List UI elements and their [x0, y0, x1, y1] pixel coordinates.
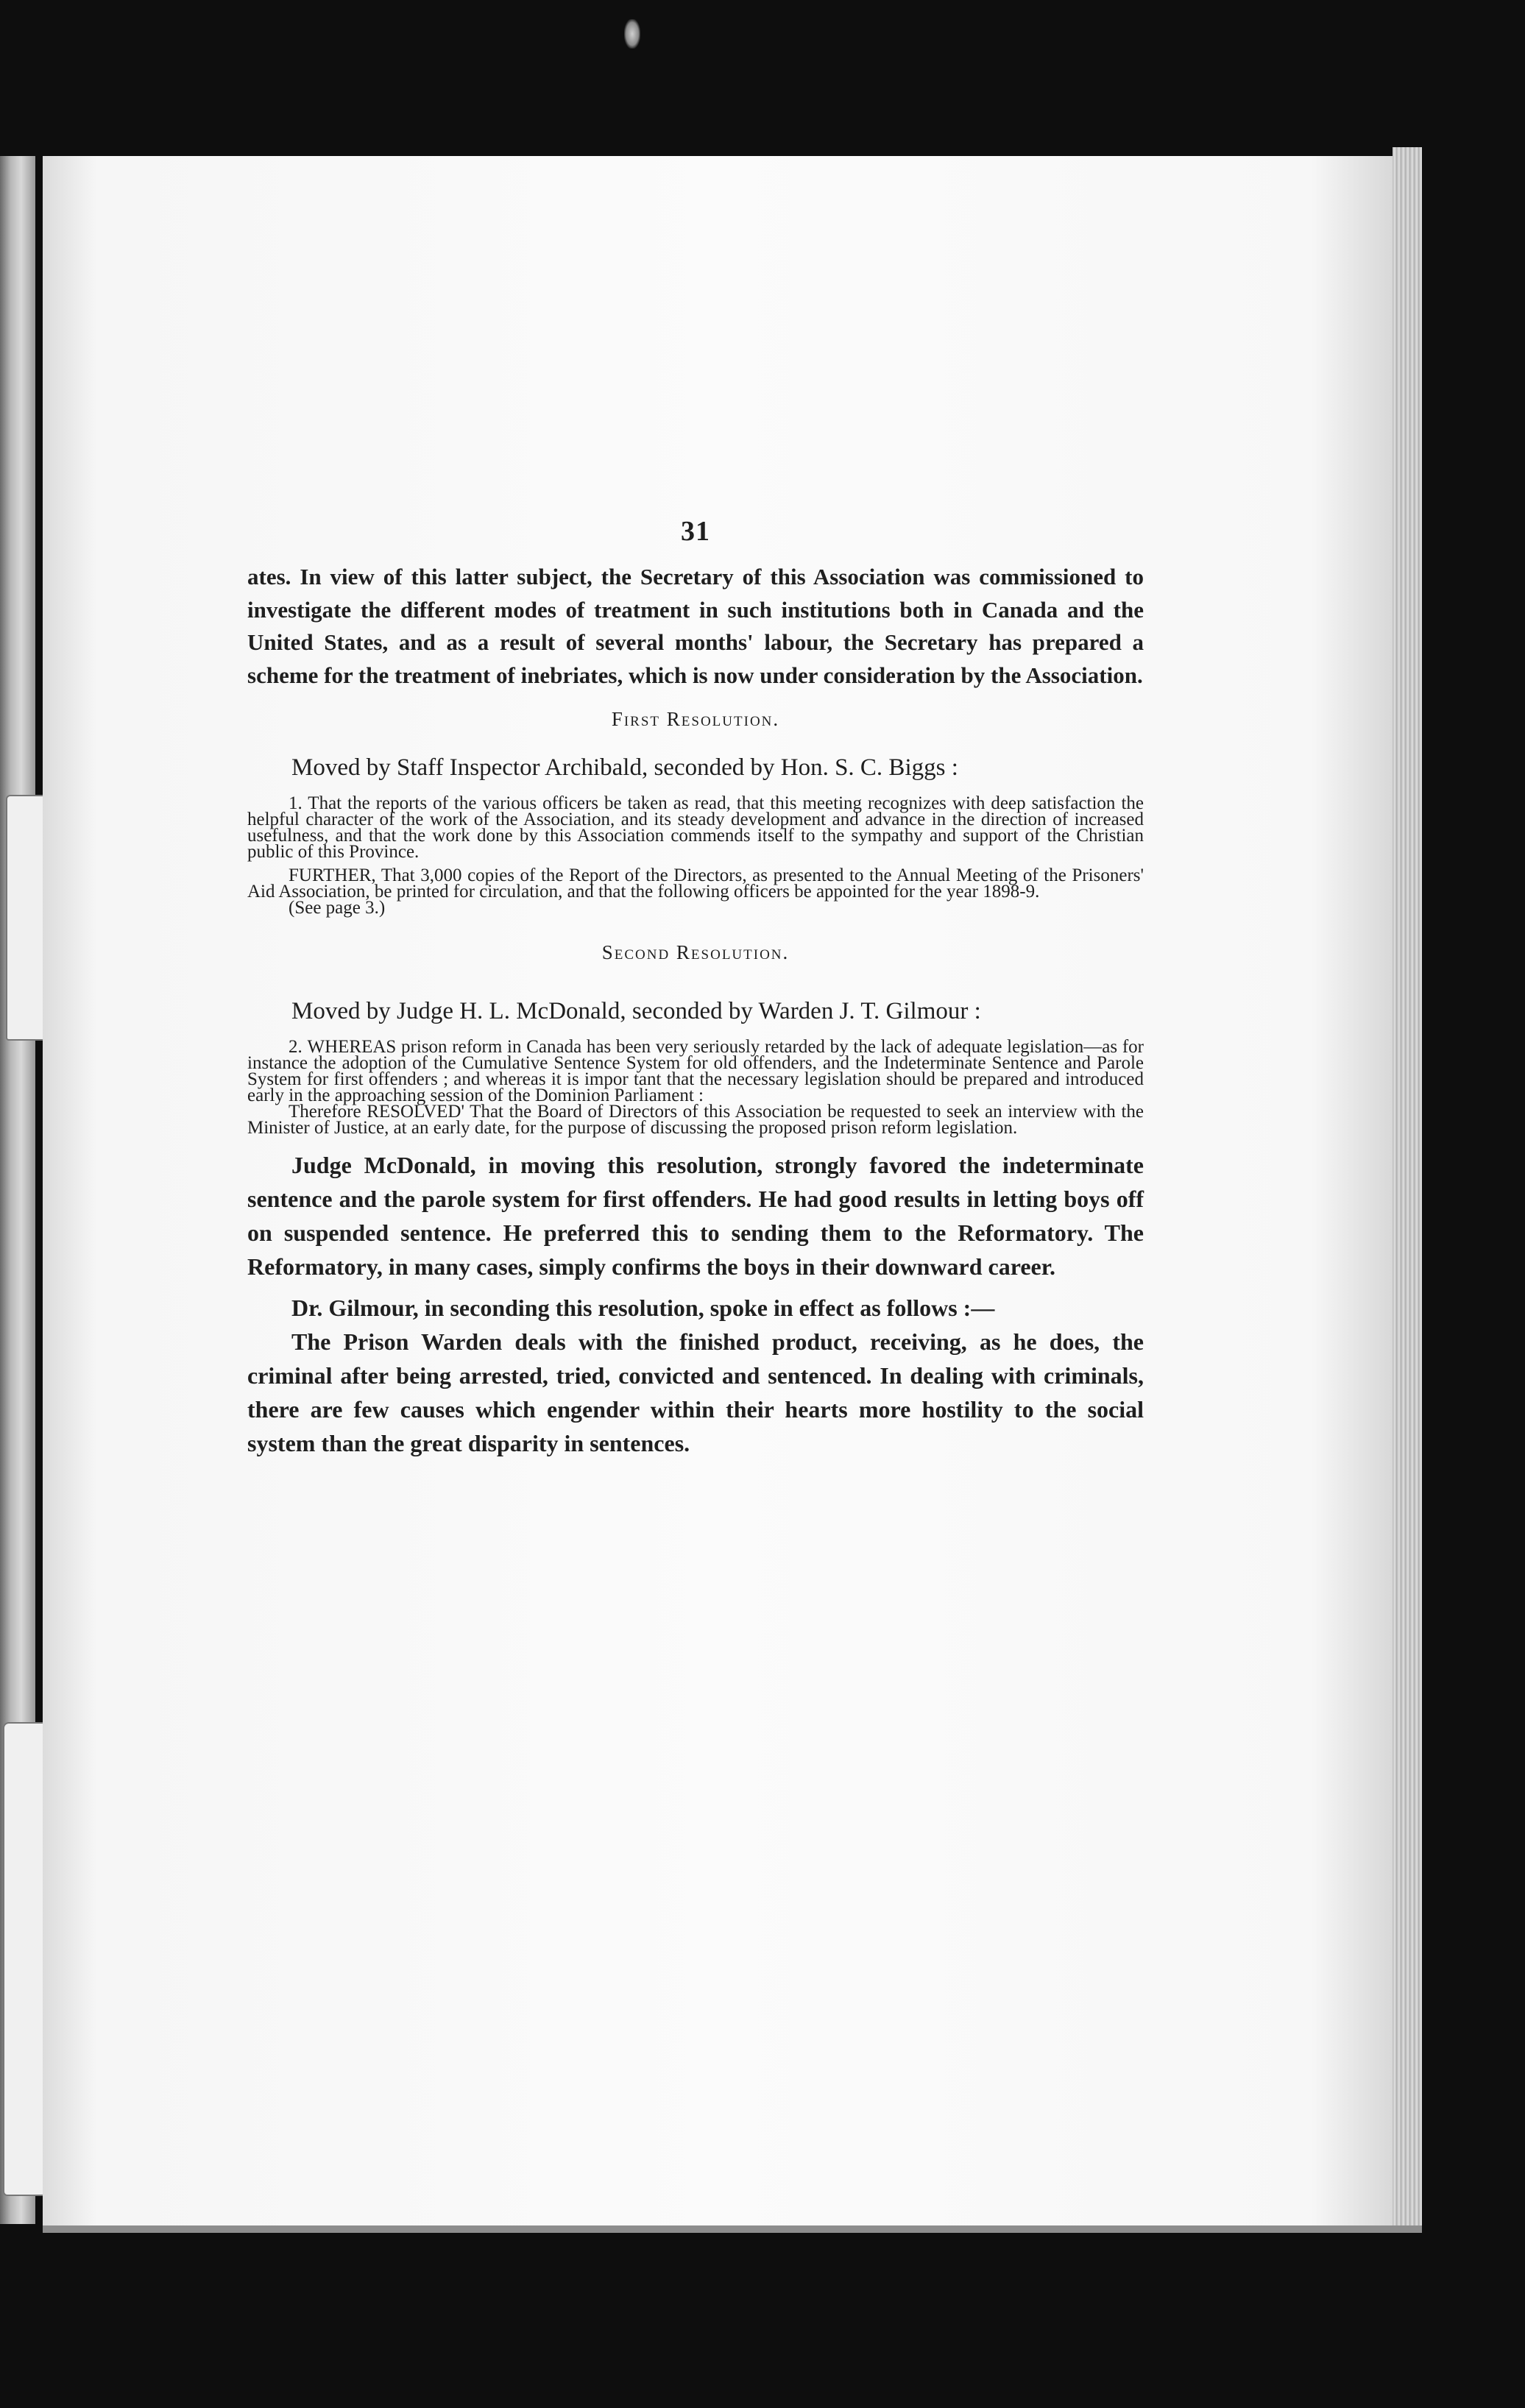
second-resolution-therefore [247, 1104, 1144, 1136]
see-page-note: (See page 3.) [289, 898, 386, 918]
right-page-edges [1393, 147, 1422, 2233]
second-resolution-heading: Second Resolution. [601, 941, 790, 963]
page-number: 31 [681, 516, 710, 547]
whereas-text: prison reform in Canada has been very seriously retarded by the lack of adequate legislation—as for instance the adoption of the Cumulative Sentence System for old offenders, and the Indeterminate Sentence and Parole System for first offenders ; and whereas it is impor tant that the necessary legislation should be prepared and introduced early in the approaching session of the Dominion Parliament : [247, 1037, 1144, 1105]
mcdonald-paragraph: Judge McDonald, in moving this resolution, strongly favored the indeterminate sentence and the parole system for first offenders. He had good results in letting boys off on suspended sentence. He preferred this to sending them to the Reformatory. The Reformatory, in many cases, simply confirms the boys in their downward career. [247, 1152, 1144, 1280]
further-lead: FURTHER, [289, 865, 376, 885]
whereas-number: 2. [289, 1037, 302, 1057]
gilmour-intro-paragraph: Dr. Gilmour, in seconding this resolution, spoke in effect as follows :— [291, 1295, 995, 1321]
intro-paragraph: ates. In view of this latter subject, the Secretary of this Association was commissioned to investigate the different modes of treatment in such institutions both in Canada and the United States, and as a result of several months' labour, the Secretary has prepared a scheme for the treatment of inebriates, which is now under consideration by the Association. [247, 564, 1144, 688]
first-resolution-moved: Moved by Staff Inspector Archibald, seconded by Hon. S. C. Biggs : [291, 754, 958, 781]
film-margin-mark [624, 19, 640, 49]
first-resolution-heading: First Resolution. [611, 708, 780, 730]
therefore-lead: Therefore [289, 1102, 361, 1122]
bottom-page-edge [43, 2225, 1422, 2233]
first-resolution-further [247, 865, 1144, 902]
first-resolution-item: 1. That the reports of the various officers be taken as read, that this meeting recognizes with deep satisfaction the helpful character of the work of the Association, and its steady development and advance in the direction of increased usefulness, and that the work done by this Association commends itself to the sympathy and support of the Christian public of this Province. [247, 793, 1144, 862]
gilmour-speech-paragraph: The Prison Warden deals with the finished product, receiving, as he does, the criminal after being arrested, tried, convicted and sentenced. In dealing with criminals, there are few causes which engender within their hearts more hostility to the social system than the great disparity in sentences. [247, 1328, 1144, 1456]
second-resolution-moved: Moved by Judge H. L. McDonald, seconded by Warden J. T. Gilmour : [291, 998, 981, 1024]
resolved-lead: RESOLVED' [367, 1102, 464, 1122]
whereas-lead: WHEREAS [307, 1037, 397, 1057]
second-resolution-whereas [247, 1039, 1144, 1104]
therefore-text: That the Board of Directors of this Association be requested to seek an interview with the Minister of Justice, at an early date, for the purpose of discussing the proposed prison reform legislation. [247, 1102, 1144, 1138]
further-text: That 3,000 copies of the Report of the Directors, as presented to the Annual Meeting of the Prisoners' Aid Association, be printed for circulation, and that the following officers be appointed for the year 1898-9. [247, 865, 1144, 902]
page-content [247, 515, 1144, 1460]
